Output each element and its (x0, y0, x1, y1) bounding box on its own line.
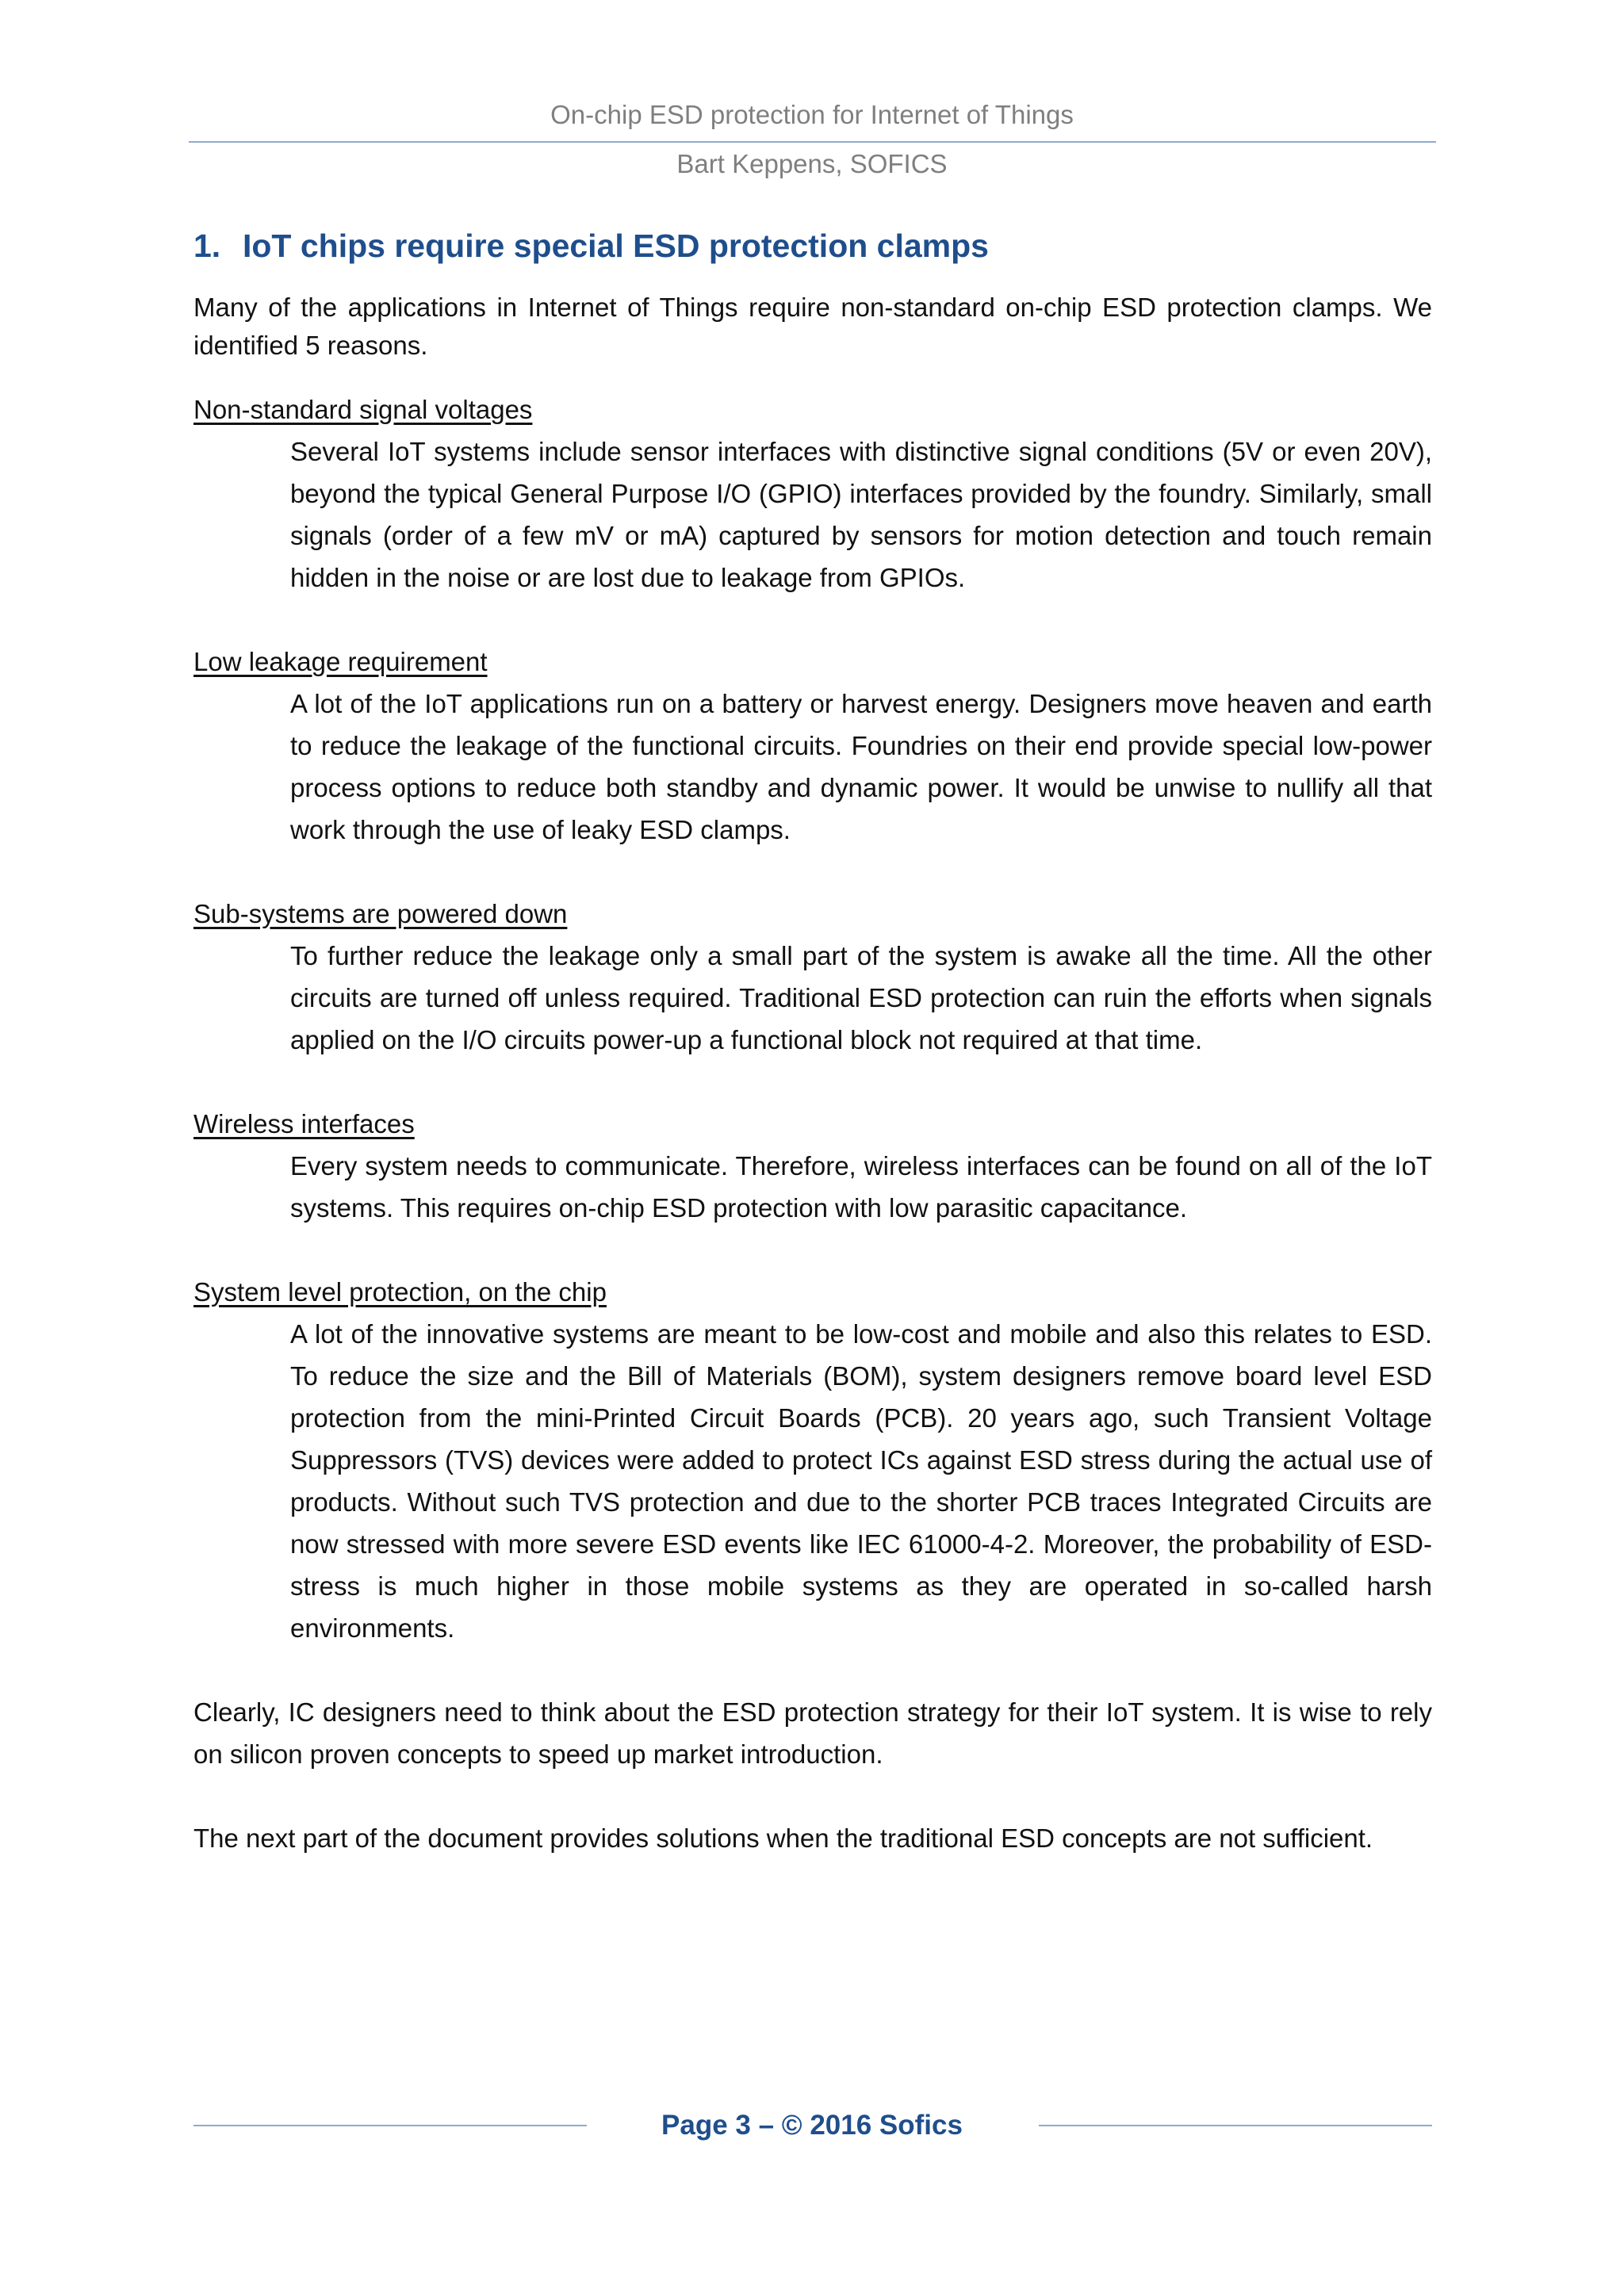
section-heading (193, 224, 989, 268)
footer-divider-right (1039, 2125, 1432, 2126)
reason-heading-low-leakage: Low leakage requirement (193, 647, 488, 676)
reason-heading-powered-down: Sub-systems are powered down (193, 899, 568, 928)
section-title: IoT chips require special ESD protection clamps (243, 228, 989, 264)
conclusion-paragraph: Clearly, IC designers need to think about the ESD protection strategy for their IoT system. It is wise to rely on silicon proven concepts to speed up market introduction. (193, 1697, 1432, 1769)
header-author: Bart Keppens, SOFICS (676, 149, 948, 178)
reason-text-wireless: Every system needs to communicate. Therefore, wireless interfaces can be found on all of the IoT systems. This requires on-chip ESD protection with low parasitic capacitance. (290, 1151, 1432, 1223)
section-number: 1. (193, 228, 221, 264)
header-title: On-chip ESD protection for Internet of Things (550, 100, 1074, 129)
reason-text-powered-down: To further reduce the leakage only a small part of the system is awake all the time. All the other circuits are turned off unless required. Traditional ESD protection can ruin the efforts when signals applied on the I/O circuits power-up a functional block not required at that time. (290, 941, 1432, 1054)
reason-text-signal-voltages: Several IoT systems include sensor interfaces with distinctive signal conditions (5V or even 20V), beyond the typical General Purpose I/O (GPIO) interfaces provided by the foundry. Similarly, small signals (order of a few mV or mA) captured by sensors for motion detection and touch remain hidden in the noise or are lost due to leakage from GPIOs. (290, 437, 1432, 592)
next-part-paragraph: The next part of the document provides solutions when the traditional ESD concepts are not sufficient. (193, 1823, 1373, 1853)
reason-heading-wireless: Wireless interfaces (193, 1109, 415, 1138)
footer-page-label: Page 3 – © 2016 Sofics (661, 2110, 963, 2141)
reason-heading-signal-voltages: Non-standard signal voltages (193, 395, 533, 424)
intro-paragraph: Many of the applications in Internet of Things require non-standard on-chip ESD protection clamps. We identified 5 reasons. (193, 293, 1432, 360)
reason-text-low-leakage: A lot of the IoT applications run on a battery or harvest energy. Designers move heaven and earth to reduce the leakage of the functional circuits. Foundries on their end provide special low-power process options to reduce both standby and dynamic power. It would be unwise to nullify all that work through the use of leaky ESD clamps. (290, 689, 1432, 844)
reason-heading-system-level: System level protection, on the chip (193, 1277, 607, 1307)
header-divider (189, 141, 1436, 143)
reason-text-system-level: A lot of the innovative systems are meant to be low-cost and mobile and also this relates to ESD. To reduce the size and the Bill of Materials (BOM), system designers remove board level ESD protection from the mini-Printed Circuit Boards (PCB). 20 years ago, such Transient Voltage Suppressors (TVS) devices were added to protect ICs against ESD stress during the actual use of products. Without such TVS protection and due to the shorter PCB traces Integrated Circuits are now stressed with more severe ESD events like IEC 61000-4-2. Moreover, the probability of ESD-stress is much higher in those mobile systems as they are operated in so-called harsh environments. (290, 1319, 1432, 1643)
